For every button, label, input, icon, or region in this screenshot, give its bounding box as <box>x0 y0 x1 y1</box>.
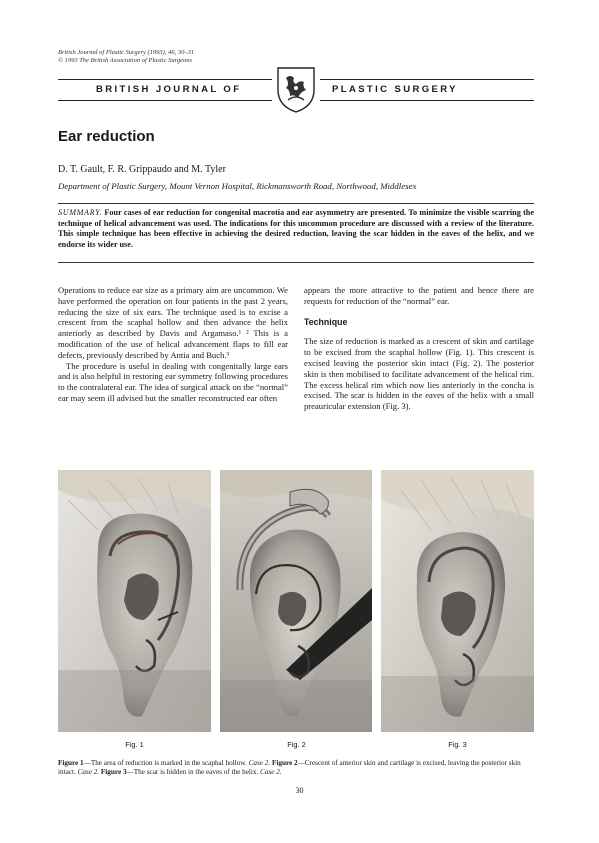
caption-1-text: —The area of reduction is marked in the scaphal hollow. <box>83 759 247 767</box>
caption-3-label: Figure 3 <box>100 768 127 777</box>
page-number: 30 <box>295 786 304 795</box>
summary-lead: SUMMARY. <box>58 208 103 217</box>
summary-rule-bottom <box>58 262 534 263</box>
figure-2-label: Fig. 2 <box>287 740 306 749</box>
citation-line-2: © 1993 The British Association of Plastic Surgeons <box>58 57 193 64</box>
body-paragraph: The size of reduction is marked as a crescent of skin and cartilage to be excised from the scaphal hollow (Fig. 1). This crescent is excised leaving the posterior skin intact (Fig. 2). The posterior skin is then mobilised to facilitate advancement of the helical rim. The excess helical rim which now lies anteriorly in the concha is excised. The scar is hidden in the eaves of the helix with a small preauricular extension (Fig. 3). <box>304 336 534 412</box>
article-title: Ear reduction <box>58 128 155 145</box>
heraldic-crest-icon <box>272 64 320 114</box>
article-authors: D. T. Gault, F. R. Grippaudo and M. Tyler <box>58 164 226 175</box>
caption-3-case: Case 2. <box>260 768 282 777</box>
figure-1-photo <box>58 470 211 732</box>
caption-2-text: —Crescent of anterior skin and cartilage is excised, leaving the posterior skin intact. <box>58 759 521 777</box>
figure-1-label: Fig. 1 <box>125 740 144 749</box>
caption-1-label: Figure 1 <box>58 759 84 767</box>
figure-caption <box>58 759 534 777</box>
article-affiliation: Department of Plastic Surgery, Mount Vernon Hospital, Rickmansworth Road, Northwood, Middlesex <box>58 181 417 191</box>
summary-rule-top <box>58 203 534 204</box>
figure-2-photo <box>220 470 372 732</box>
body-paragraph: Operations to reduce ear size as a primary aim are uncommon. We have performed the operation on four patients in the past 2 years, reducing the size of six ears. The technique used is to excise a crescent from the scaphal hollow and then advance the helix anteriorly as described by Davis and Argamaso.¹ ² This is a modification of the use of helical advancement flaps to fill ear defects, previously described by Antia and Buch.³ <box>58 285 288 360</box>
caption-3-text: —The scar is hidden in the eaves of the helix. <box>126 768 259 777</box>
caption-2-case: Case 2. <box>77 768 100 777</box>
summary-text: Four cases of ear reduction for congenital macrotia and ear asymmetry are presented. To minimize the visible scarring the technique of helical advancement was used. The indications for this uncommon procedure are discussed with a review of the literature. This simple technique has been effective in achieving the desired reduction, leaving the scar hidden in the eaves of the helix, and we endorse its wider use. <box>58 208 534 249</box>
caption-2-label: Figure 2 <box>271 759 298 767</box>
body-paragraph: The procedure is useful in dealing with congenitally large ears and is also helpful in restoring ear symmetry following procedures to the contralateral ear. The idea of surgical attack on the “normal” ear may seem ill advised but the smaller reconstructed ear often <box>58 360 288 403</box>
body-paragraph: appears the more attractive to the patient and hence there are requests for reduction of the “normal” ear. <box>304 285 534 306</box>
citation-line-1: British Journal of Plastic Surgery (1993), 46, 30–31 <box>58 49 195 56</box>
masthead-left-text: BRITISH JOURNAL OF <box>96 84 242 95</box>
body-column-right <box>304 285 534 412</box>
figure-3-label: Fig. 3 <box>448 740 467 749</box>
section-heading-technique: Technique <box>304 316 348 327</box>
article-summary <box>58 208 534 250</box>
journal-citation <box>58 49 194 65</box>
figure-3-photo <box>381 470 534 732</box>
masthead-right-text: PLASTIC SURGERY <box>332 84 458 95</box>
body-column-left <box>58 285 288 404</box>
caption-1-case: Case 2. <box>248 759 271 767</box>
